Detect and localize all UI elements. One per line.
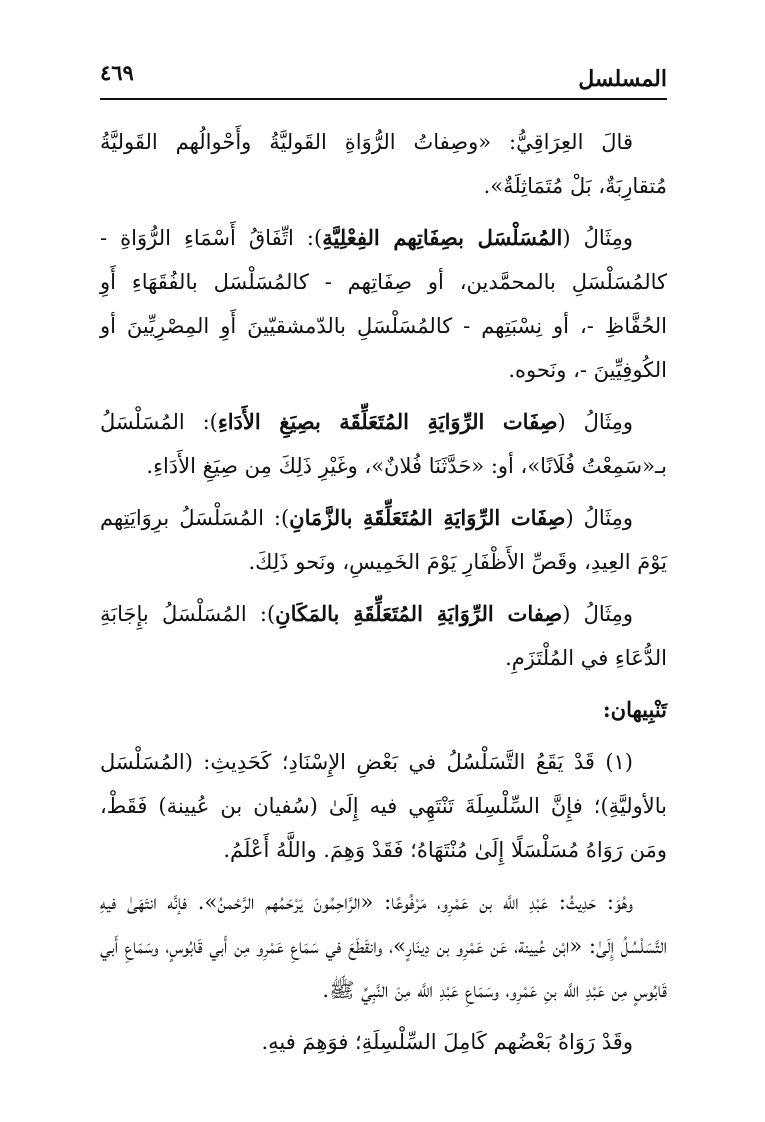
paragraph-iraqi-quote: قالَ العِرَاقِيُّ: «وصِفاتُ الرُّوَاةِ القَوليَّةُ وأَحْوالُهم القَوليَّةُ مُتقارِبَةٌ، بَلْ مُتَمَاثِلَةٌ». [100, 130, 667, 198]
paragraph-example-transmission-forms: ومِثَالُ (صِفَات الرِّوَايَةِ المُتَعَلِّقَة بصِيَغِ الأَدَاءِ): المُسَلْسَلُ بـ«سَمِعْتُ فُلَانًا»، أو: «حَدَّثَنَا فُلانٌ»، وغَيْرِ ذَلِكَ مِن صِيَغِ الأَدَاءِ. [100, 409, 667, 478]
bold-term: المُسَلْسَل بصِفَاتِهم الفِعْلِيَّةِ [322, 225, 563, 250]
paragraph-example-place: ومِثَالُ (صِفات الرِّوَايَةِ المُتَعَلِّقَةِ بالمَكَانِ): المُسَلْسَلُ بإِجَابَةِ الدُّعَاءِ في المُلْتَزَمِ. [100, 601, 667, 670]
paragraph-example-time: ومِثَالُ (صِفَات الرِّوَايَةِ المُتَعَلِّقَةِ بالزَّمَانِ): المُسَلْسَلُ برِوَايَتِهم يَوْمَ العِيدِ، وقَصِّ الأَظْفَارِ يَوْمَ الخَمِيسِ، ونَحو ذَلِكَ. [100, 505, 667, 574]
bold-term: صِفَات الرِّوَايَةِ المُتَعَلِّقَة بصِيَغِ الأَدَاءِ [217, 409, 558, 434]
note-hadith-rahimun: وهُوَ: حَدِيثُ: عَبْدِ اللَّه بن عَمْرِو، مَرْفُوعًا: «الرَّاحِمُونَ يَرْحَمُهم الرَّحْمنُ». فإنَّه انتَهَىٰ فيهِ التَّسَلْسُلُ إِلَىٰ: «ابْن عُيينة، عَن عَمْرِو بن دِينَارٍ»، وانقَطَعَ في سَمَاعِ عَمْرِو مِن أَبي قَابُوسٍ، وسَمَاعِ أَبي قَابُوسٍ مِن عَبْدِ اللَّه بنِ عَمْرِو، وسَمَاعِ عَبْدِ اللَّه مِنَ النَّبِيِّ ﷺ. [100, 890, 667, 1002]
body-text [100, 120, 667, 1072]
paragraph-example-actions: ومِثَالُ (المُسَلْسَل بصِفَاتِهم الفِعْلِيَّةِ): اتِّفَاقُ أَسْمَاءِ الرُّوَاةِ - كالمُسَلْسَلِ بالمحمَّدين، أو صِفَاتِهم - كالمُسَلْسَل بالفُقَهَاءِ أَوِ الحُفَّاظِ -، أو نِسْبَتِهم - كالمُسَلْسَلِ بالدّمشقيّينَ أَوِ المِصْرِيِّينَ أو الكُوفِيِّينَ -، ونَحوه. [100, 225, 667, 382]
section-heading: تَنْبِيهان: [602, 697, 667, 722]
page-header [100, 56, 667, 100]
note-one: (١) قَدْ يَقَعُ التَّسَلْسُلُ في بَعْضِ الإِسْنَادِ؛ كَحَدِيثِ: (المُسَلْسَل بالأوليَّةِ)؛ فإِنَّ السِّلْسِلَةَ تَنْتَهِي فيه إِلَىٰ (سُفيان بن عُيينة) فَقَطْ، ومَن رَوَاهُ مُسَلْسَلًا إِلَىٰ مُنْتَهَاهُ؛ فَقَدْ وَهِمَ. واللَّهُ أَعْلَمُ. [100, 750, 667, 862]
bold-term: صِفات الرِّوَايَةِ المُتَعَلِّقَةِ بالمَكَانِ [275, 601, 563, 626]
page-number: ٤٦٩ [100, 60, 134, 85]
note-complete-chain: وقَدْ رَوَاهُ بَعْضُهم كَامِلَ السِّلْسِلَةِ؛ فوَهِمَ فيهِ. [261, 1030, 633, 1054]
bold-term: صِفَات الرِّوَايَةِ المُتَعَلِّقَةِ بالزَّمَانِ [289, 505, 566, 530]
running-title: المسلسل [578, 66, 667, 92]
